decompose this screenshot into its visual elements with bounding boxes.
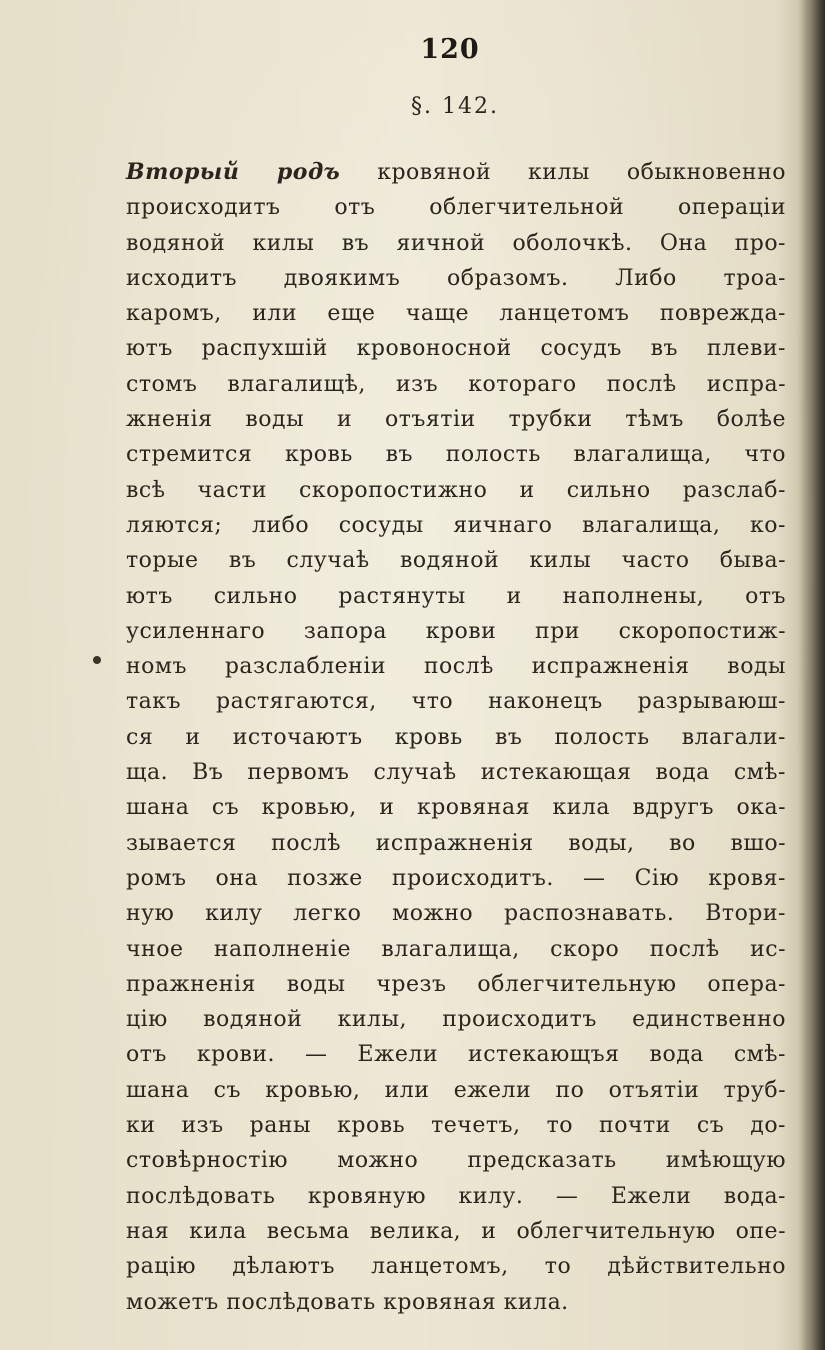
line-text: каромъ, или еще чаще ланцетомъ поврежда-	[126, 301, 786, 327]
text-line	[126, 1214, 786, 1249]
line-text: пражненія воды чрезъ облегчительную опера-	[126, 971, 786, 997]
text-line	[126, 543, 786, 578]
text-line	[126, 790, 786, 825]
line-text: послѣдовать кровяную килу. — Ежели вода-	[126, 1183, 786, 1209]
text-line	[126, 508, 786, 543]
text-line	[126, 861, 786, 896]
italic-lead-text: Вторый родъ	[126, 159, 341, 185]
text-line	[126, 1108, 786, 1143]
text-line	[126, 190, 786, 225]
line-text: чное наполненіе влагалища, скоро послѣ ис-	[126, 936, 786, 962]
text-line	[126, 755, 786, 790]
text-line	[126, 579, 786, 614]
text-line	[126, 826, 786, 861]
line-text: водяной килы въ яичной оболочкѣ. Она про-	[126, 230, 786, 256]
page-edge-shadow	[797, 0, 825, 1350]
line-text: цію водяной килы, происходитъ единственно	[126, 1007, 786, 1033]
page-number: 120	[420, 34, 480, 65]
line-text: кровяной килы обыкновенно	[340, 160, 786, 185]
line-text: ща. Въ первомъ случаѣ истекающая вода смѣ-	[126, 760, 786, 786]
line-text: усиленнаго запора крови при скоропостиж-	[126, 618, 786, 644]
line-text: ная кила весьма велика, и облегчительную опе-	[126, 1218, 786, 1244]
line-text: такъ растягаются, что наконецъ разрываюш-	[126, 689, 786, 715]
line-text: ляются; либо сосуды яичнаго влагалища, ко-	[126, 512, 786, 538]
line-text: ную килу легко можно распознавать. Втори-	[126, 901, 786, 927]
line-text: ки изъ раны кровь течетъ, то почти съ до-	[126, 1113, 786, 1139]
line-text: ютъ сильно растянуты и наполнены, отъ	[126, 583, 786, 609]
text-line	[126, 1249, 786, 1284]
text-line	[126, 1002, 786, 1037]
text-line	[126, 649, 786, 684]
text-line	[126, 402, 786, 437]
line-text: рацію дѣлаютъ ланцетомъ, то дѣйствительно	[126, 1254, 786, 1280]
line-text: исходитъ двоякимъ образомъ. Либо троа-	[126, 265, 786, 291]
text-line	[126, 437, 786, 472]
text-line	[126, 1179, 786, 1214]
line-text: происходитъ отъ облегчительной операціи	[126, 195, 786, 221]
ink-blot-mark	[93, 656, 101, 664]
text-line	[126, 1073, 786, 1108]
line-text: ромъ она позже происходитъ. — Сію кровя-	[126, 865, 786, 891]
text-line	[126, 367, 786, 402]
line-text: можетъ послѣдовать кровяная кила.	[126, 1289, 569, 1315]
line-text: шана съ кровью, и кровяная кила вдругъ ока-	[126, 795, 786, 821]
text-line	[126, 967, 786, 1002]
text-line	[126, 331, 786, 366]
text-line	[126, 614, 786, 649]
line-text: стремится кровь въ полость влагалища, что	[126, 442, 786, 468]
line-text: стовѣрностію можно предсказать имѣющую	[126, 1148, 786, 1174]
line-text: всѣ части скоропостижно и сильно разслаб-	[126, 477, 786, 503]
text-line	[126, 1285, 786, 1320]
text-line	[126, 261, 786, 296]
line-text: стомъ влагалищѣ, изъ котораго послѣ испра-	[126, 371, 786, 397]
text-line	[126, 296, 786, 331]
line-text: отъ крови. — Ежели истекающъя вода смѣ-	[126, 1042, 786, 1068]
text-line	[126, 226, 786, 261]
section-heading: §. 142.	[411, 94, 499, 119]
text-line	[126, 896, 786, 931]
text-line	[126, 1143, 786, 1178]
text-line	[126, 1037, 786, 1072]
line-text: шана съ кровью, или ежели по отъятіи труб-	[126, 1077, 786, 1103]
line-text: ся и источаютъ кровь въ полость влагали-	[126, 724, 786, 750]
line-text: жненія воды и отъятіи трубки тѣмъ болѣе	[126, 407, 786, 433]
text-line	[126, 932, 786, 967]
line-text: номъ разслабленіи послѣ испражненія воды	[126, 654, 786, 680]
line-text: торые въ случаѣ водяной килы часто быва-	[126, 548, 786, 574]
text-line	[126, 720, 786, 755]
line-text: ютъ распухшій кровоносной сосудъ въ плеви-	[126, 336, 786, 362]
text-line	[126, 473, 786, 508]
text-line	[126, 155, 786, 190]
paragraph	[126, 155, 786, 1320]
line-text: зывается послѣ испражненія воды, во вшо-	[126, 830, 786, 856]
text-line	[126, 684, 786, 719]
